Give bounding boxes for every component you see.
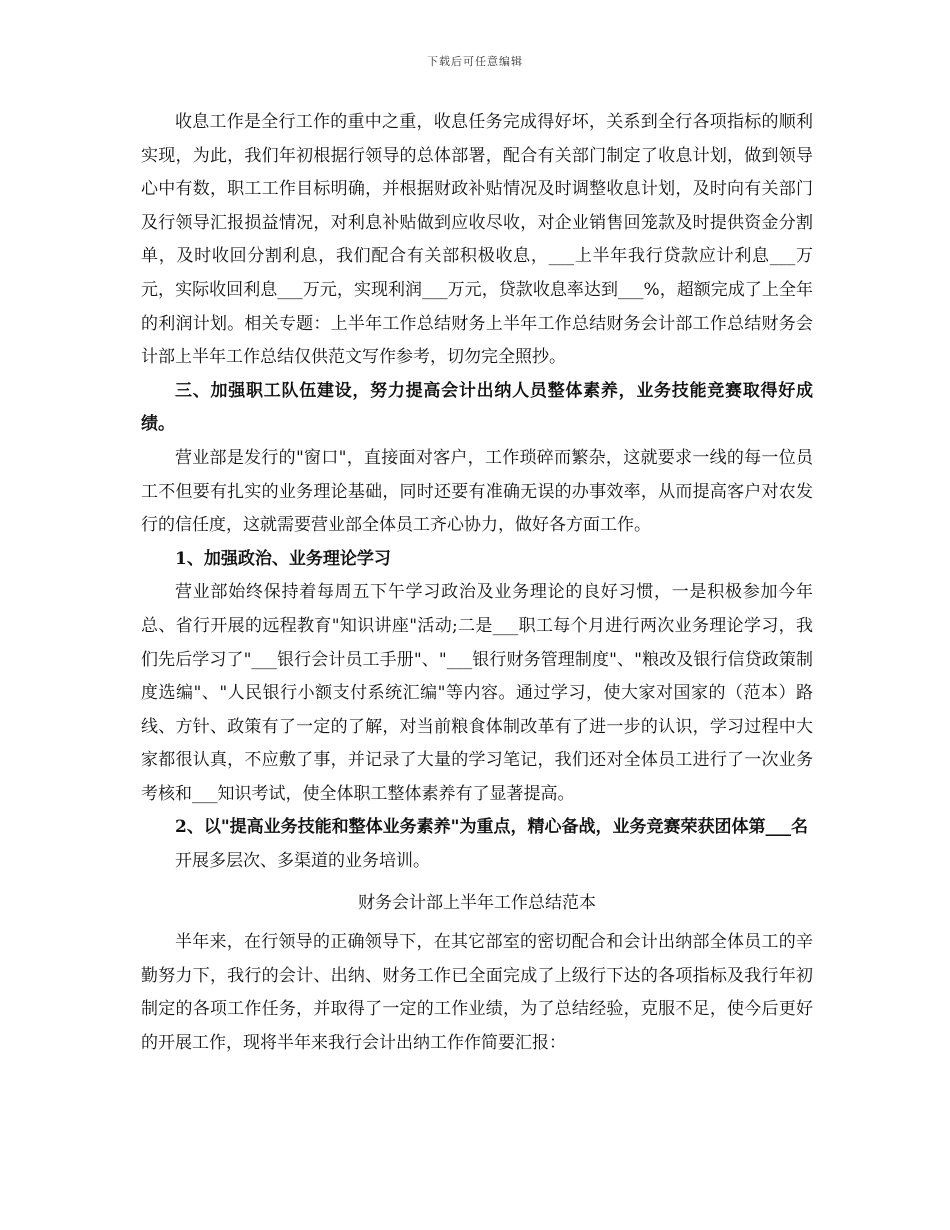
document-title: 财务会计部上半年工作总结范本: [358, 892, 596, 913]
paragraph-training: 开展多层次、多渠道的业务培训。: [175, 851, 430, 872]
document-body: [141, 106, 813, 1061]
paragraph-interest-collection: 收息工作是全行工作的重中之重，收息任务完成得好坏，关系到全行各项指标的顺利实现，为此，我们年初根据行领导的总体部署，配合有关部门制定了收息计划，做到领导心中有数，职工工作目标明确，并根据财政补贴情况及时调整收息计划，及时向有关部门及行领导汇报损益情况，对利息补贴做到应收尽收，对企业销售回笼款及时提供资金分割单，及时收回分割利息，我们配合有关部积极收息，___上半年我行贷款应计利息___万元，实际收回利息___万元，实现利润___万元，贷款收息率达到___%，超额完成了上全年的利润计划。相关专题：上半年工作总结财务上半年工作总结财务会计部工作总结财务会计部上半年工作总结仅供范文写作参考，切勿完全照抄。: [141, 112, 813, 368]
paragraph-summary-intro: 半年来，在行领导的正确领导下，在其它部室的密切配合和会计出纳部全体员工的辛勤努力下，我行的会计、出纳、财务工作已全面完成了上级行下达的各项指标及我行年初制定的各项工作任务，并取得了一定的工作业绩，为了总结经验，克服不足，使今后更好的开展工作，现将半年来我行会计出纳工作作简要汇报：: [141, 932, 813, 1054]
subheading-2: 2、以"提高业务技能和整体业务素养"为重点，精心备战，业务竞赛荣获团体第___名: [175, 817, 809, 838]
paragraph-business-dept: 营业部是发行的"窗口"，直接面对客户，工作琐碎而繁杂，这就要求一线的每一位员工不但要有扎实的业务理论基础，同时还要有准确无误的办事效率，从而提高客户对农发行的信任度，这就需要营业部全体员工齐心协力，做好各方面工作。: [141, 447, 813, 536]
paragraph-study: 营业部始终保持着每周五下午学习政治及业务理论的良好习惯，一是积极参加今年总、省行开展的远程教育"知识讲座"活动;二是___职工每个月进行两次业务理论学习，我们先后学习了"___银行会计员工手册"、"___银行财务管理制度"、"粮改及银行信贷政策制度选编"、"人民银行小额支付系统汇编"等内容。通过学习，使大家对国家的（范本）路线、方针、政策有了一定的了解，对当前粮食体制改革有了进一步的认识，学习过程中大家都很认真，不应敷了事，并记录了大量的学习笔记，我们还对全体员工进行了一次业务考核和___知识考试，使全体职工整体素养有了显著提高。: [141, 582, 813, 804]
subheading-1: 1、加强政治、业务理论学习: [175, 548, 391, 569]
section-heading-3: 三、加强职工队伍建设，努力提高会计出纳人员整体素养，业务技能竞赛取得好成绩。: [141, 380, 813, 435]
header-note: 下载后可任意编辑: [427, 55, 523, 68]
